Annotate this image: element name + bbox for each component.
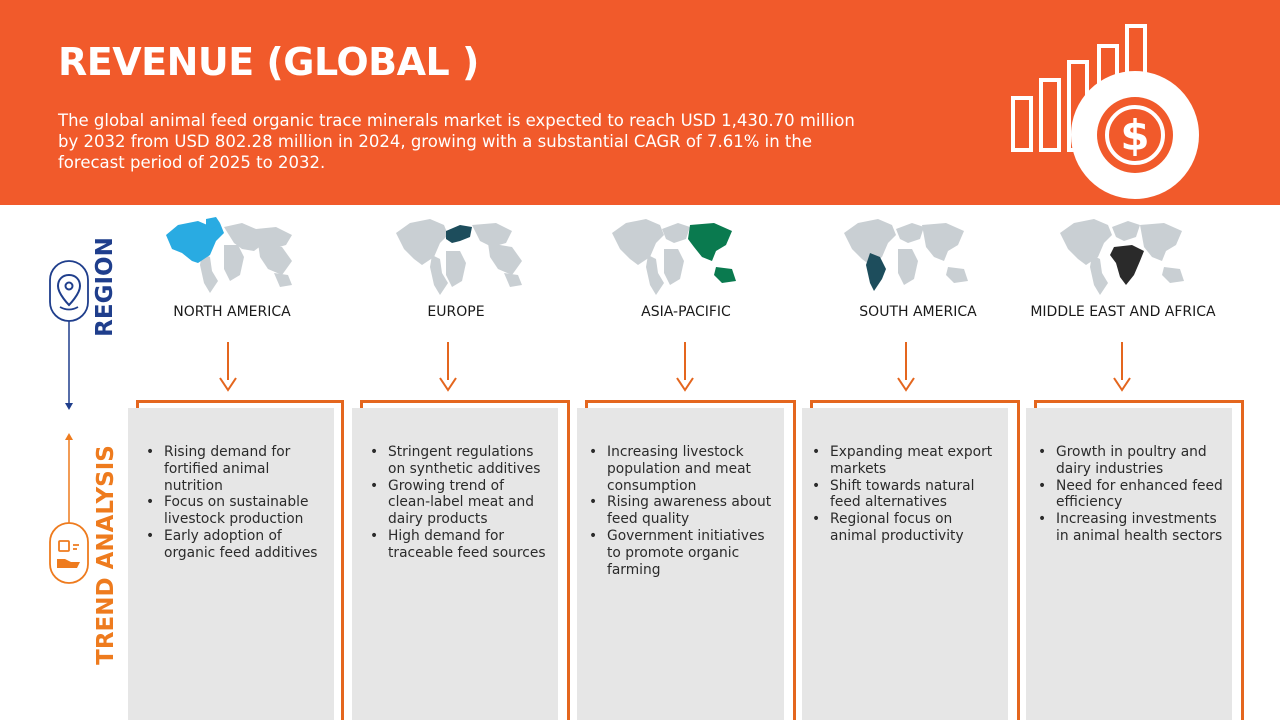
down-arrow-icon <box>675 340 695 396</box>
trend-item: • Need for enhanced feed efficiency <box>1038 478 1224 512</box>
trend-item: • Increasing livestock population and meat consumption <box>589 444 776 494</box>
trend-list <box>577 408 784 578</box>
trend-card-europe <box>352 408 558 720</box>
region-name-north-america: NORTH AMERICA <box>173 304 291 320</box>
trend-list <box>128 408 334 562</box>
trend-item: • High demand for traceable feed sources <box>370 528 550 562</box>
trend-item: • Rising awareness about feed quality <box>589 494 776 528</box>
trend-item: • Rising demand for fortified animal nutrition <box>146 444 326 494</box>
trend-list <box>1026 408 1232 545</box>
down-arrow-icon <box>1112 340 1132 396</box>
location-pin-icon <box>50 261 88 321</box>
side-connector <box>40 255 100 595</box>
map-south-america <box>840 215 980 295</box>
trend-card-north-america <box>128 408 334 720</box>
trend-list <box>802 408 1008 545</box>
down-arrow-icon <box>438 340 458 396</box>
trend-list <box>352 408 558 562</box>
revenue-header <box>0 0 1280 205</box>
trend-item: • Expanding meat export markets <box>812 444 1000 478</box>
region-name-asia-pacific: ASIA-PACIFIC <box>641 304 731 320</box>
trend-item: • Growth in poultry and dairy industries <box>1038 444 1224 478</box>
trend-item: • Government initiatives to promote organic farming <box>589 528 776 578</box>
svg-text:$: $ <box>1120 111 1150 160</box>
trend-item: • Focus on sustainable livestock production <box>146 494 326 528</box>
down-arrow-icon <box>218 340 238 396</box>
map-middle-east-africa <box>1056 215 1196 295</box>
region-name-middle-east-africa: MIDDLE EAST AND AFRICA <box>1030 304 1216 320</box>
trend-item: • Growing trend of clean-label meat and dairy products <box>370 478 550 528</box>
map-europe <box>392 215 532 295</box>
trend-item: • Regional focus on animal productivity <box>812 511 1000 545</box>
trend-analysis-axis-label: TREND ANALYSIS <box>93 445 119 665</box>
map-asia-pacific <box>608 215 748 295</box>
revenue-growth-dollar-icon <box>1005 20 1205 200</box>
page-title: REVENUE (GLOBAL ) <box>58 40 479 84</box>
region-name-europe: EUROPE <box>427 304 485 320</box>
trend-card-south-america <box>802 408 1008 720</box>
market-description: The global animal feed organic trace minerals market is expected to reach USD 1,430.70 million by 2032 from USD 802.28 million in 2024, growing with a substantial CAGR of 7.61% in the forecast period of 2025 to 2032. <box>58 111 855 172</box>
trend-card-middle-east-africa <box>1026 408 1232 720</box>
down-arrow-icon <box>896 340 916 396</box>
region-name-south-america: SOUTH AMERICA <box>859 304 977 320</box>
trend-item: • Shift towards natural feed alternatives <box>812 478 1000 512</box>
trend-item: • Early adoption of organic feed additives <box>146 528 326 562</box>
trend-card-asia-pacific <box>577 408 784 720</box>
trend-item: • Increasing investments in animal health sectors <box>1038 511 1224 545</box>
region-axis-label: REGION <box>92 237 118 337</box>
trend-item: • Stringent regulations on synthetic additives <box>370 444 550 478</box>
hand-analytics-icon <box>50 523 88 583</box>
map-north-america <box>162 215 302 295</box>
